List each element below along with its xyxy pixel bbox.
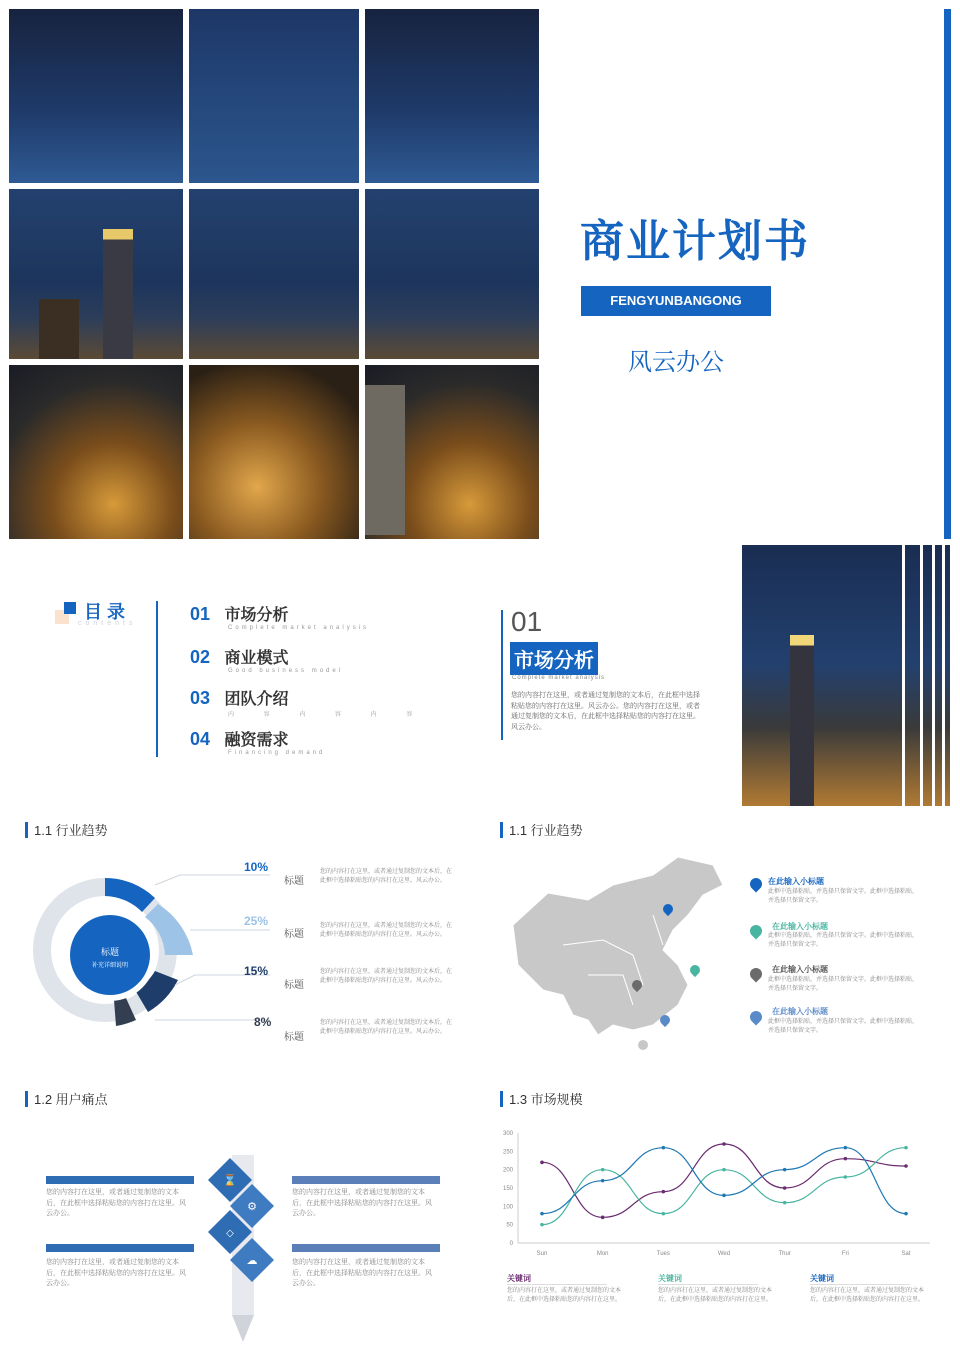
heading-bar [500, 1091, 503, 1107]
x-tick-label: Wed [717, 1251, 731, 1257]
svg-text:☁: ☁ [246, 1254, 258, 1267]
y-tick-label: 100 [502, 1204, 513, 1211]
location-pin-icon [748, 923, 765, 940]
market-heading [500, 1089, 583, 1108]
toc-item-num: 02 [190, 647, 211, 667]
x-tick-label: Sat [901, 1251, 911, 1257]
map-item-title: 在此输入小标题 [768, 877, 824, 886]
photo-tile [189, 189, 359, 359]
toc-item-sub: 内 容 内 容 内 容 [228, 712, 427, 718]
cover-subtitle-badge: FENGYUNBANGONG [581, 286, 771, 316]
trend-pct: 10% [244, 860, 269, 874]
toc-item-label: 商业模式 [224, 650, 289, 667]
toc-item-sub: Complete market analysis [228, 625, 370, 631]
section-title: 市场分析 [510, 642, 598, 675]
toc-item-label: 市场分析 [224, 607, 289, 624]
toc-item-sub: Good business model [228, 668, 344, 674]
data-point [722, 1194, 726, 1198]
toc-item-num: 01 [190, 604, 211, 624]
map-item-title: 在此输入小标题 [772, 1007, 828, 1016]
toc-divider [156, 601, 158, 757]
data-point [662, 1190, 666, 1194]
map-item-title: 在此输入小标题 [772, 922, 828, 931]
donut-center-title: 标题 [100, 947, 119, 957]
x-tick-label: Fri [841, 1251, 849, 1257]
map-item-title: 在此输入小标题 [772, 965, 828, 974]
toc-item[interactable] [190, 686, 426, 718]
x-tick-label: Tues [656, 1251, 670, 1257]
heading-text: 1.1 行业趋势 [509, 823, 583, 838]
data-point [601, 1216, 605, 1220]
toc-item[interactable] [190, 727, 325, 756]
pain-bar [46, 1176, 194, 1184]
data-point [844, 1157, 848, 1161]
toc-item-num: 04 [190, 729, 211, 749]
y-tick-label: 150 [502, 1186, 513, 1192]
trend-text: 您的内容打在这里，或者通过复制您的文本后，在此框中选择粘贴您的内容打在这里。风云办公。 [320, 969, 453, 984]
trend-label: 标题 [284, 1032, 304, 1043]
data-point [540, 1161, 544, 1165]
heading-bar [25, 1091, 28, 1107]
keyword-text: 您的内容打在这里，或者通过复制您的文本后，在此框中选择粘贴您的内容打在这里。 [658, 1288, 773, 1303]
data-point [904, 1212, 908, 1216]
y-tick-label: 300 [502, 1131, 513, 1137]
cover-title: 商业计划书 [580, 216, 810, 267]
keyword-text: 您的内容打在这里，或者通过复制您的文本后，在此框中选择粘贴您的内容打在这里。 [507, 1288, 622, 1303]
data-point [844, 1146, 848, 1150]
pain-text: 您的内容打在这里，或者通过复制您的文本后，在此框中选择粘贴您的内容打在这里。风云办公。 [46, 1189, 186, 1217]
svg-text:◇: ◇ [226, 1228, 234, 1239]
cover-accent-bar [944, 9, 951, 539]
section-divider [501, 610, 503, 740]
location-pin-icon [748, 876, 765, 893]
toc-item[interactable] [190, 602, 369, 631]
data-point [722, 1168, 726, 1172]
photo-tile [9, 365, 183, 539]
pencil-graphic [200, 1150, 290, 1345]
cover-brand: 风云办公 [628, 348, 724, 376]
svg-text:⌛: ⌛ [223, 1174, 237, 1187]
toc-item-label: 团队介绍 [224, 691, 289, 708]
map-shape [513, 857, 723, 1035]
trend-right-heading [500, 820, 583, 839]
heading-text: 1.2 用户痛点 [34, 1092, 108, 1107]
x-tick-label: Sun [536, 1251, 548, 1257]
trend-text: 您的内容打在这里，或者通过复制您的文本后，在此框中选择粘贴您的内容打在这里。风云办公。 [320, 1020, 453, 1035]
data-point [662, 1146, 666, 1150]
photo-tile [189, 365, 359, 539]
y-tick-label: 50 [506, 1222, 513, 1229]
pain-bar [292, 1176, 440, 1184]
data-point [722, 1142, 726, 1146]
map-item-text: 此框中选择粘贴，并选择只保留文字。此框中选择粘贴，并选择只保留文字。 [768, 1019, 919, 1034]
photo-tile [9, 189, 183, 359]
section-subtitle: Complete market analysis [512, 675, 606, 681]
keyword-divider [658, 1284, 758, 1285]
market-line-chart [490, 1125, 940, 1260]
section-body: 您的内容打在这里，或者通过复制您的文本后，在此框中选择粘贴您的内容打在这里。风云办公。您的内容打在这里，或者通过复制您的文本后，在此框中选择粘贴您的内容打在这里。风云办公。 [511, 692, 700, 731]
data-point [601, 1179, 605, 1183]
donut-center-sub: 补充详细说明 [91, 963, 128, 969]
heading-text: 1.3 市场规模 [509, 1092, 583, 1107]
data-point [904, 1164, 908, 1168]
toc-item[interactable] [190, 645, 343, 674]
pain-text: 您的内容打在这里，或者通过复制您的文本后，在此框中选择粘贴您的内容打在这里。风云办公。 [46, 1259, 186, 1287]
keyword-divider [507, 1284, 607, 1285]
trend-label: 标题 [284, 929, 304, 940]
trend-pct: 15% [244, 964, 269, 978]
data-point [844, 1175, 848, 1179]
photo-tile [9, 9, 183, 183]
x-tick-label: Mon [596, 1251, 609, 1257]
toc-item-label: 融资需求 [224, 732, 289, 749]
x-tick-label: Thur [778, 1251, 791, 1257]
china-map [503, 855, 728, 1050]
toc-item-num: 03 [190, 688, 211, 708]
pain-text: 您的内容打在这里，或者通过复制您的文本后，在此框中选择粘贴您的内容打在这里。风云办公。 [292, 1189, 432, 1217]
pain-text: 您的内容打在这里，或者通过复制您的文本后，在此框中选择粘贴您的内容打在这里。风云办公。 [292, 1259, 432, 1287]
leader-lines [150, 870, 280, 1030]
heading-text: 1.1 行业趋势 [34, 823, 108, 838]
svg-text:⚙: ⚙ [247, 1200, 257, 1213]
data-point [601, 1168, 605, 1172]
y-tick-label: 200 [502, 1167, 513, 1174]
data-point [662, 1212, 666, 1216]
map-item-text: 此框中选择粘贴，并选择只保留文字。此框中选择粘贴，并选择只保留文字。 [768, 933, 919, 948]
photo-tile [365, 9, 539, 183]
heading-bar [25, 822, 28, 838]
y-tick-label: 250 [502, 1149, 513, 1156]
data-point [783, 1168, 787, 1172]
trend-label: 标题 [284, 876, 304, 887]
photo-tile [365, 189, 539, 359]
section-number: 01 [511, 606, 543, 637]
map-item-text: 此框中选择粘贴，并选择只保留文字。此框中选择粘贴，并选择只保留文字。 [768, 977, 919, 992]
trend-text: 您的内容打在这里，或者通过复制您的文本后，在此框中选择粘贴您的内容打在这里。风云办公。 [320, 923, 453, 938]
keyword-title: 关键词 [810, 1274, 834, 1283]
data-point [783, 1201, 787, 1205]
trend-left-heading [25, 820, 108, 839]
keyword-text: 您的内容打在这里，或者通过复制您的文本后，在此框中选择粘贴您的内容打在这里。 [810, 1288, 925, 1303]
section-photo [742, 545, 950, 806]
toc-heading-en: contents [78, 620, 137, 627]
series-line [542, 1148, 906, 1214]
pain-heading [25, 1089, 108, 1108]
pain-bar [46, 1244, 194, 1252]
data-point [783, 1186, 787, 1190]
trend-pct: 8% [254, 1015, 272, 1029]
keyword-divider [810, 1284, 910, 1285]
trend-label: 标题 [284, 980, 304, 991]
pain-bar [292, 1244, 440, 1252]
location-pin-icon [748, 966, 765, 983]
map-item-text: 此框中选择粘贴，并选择只保留文字。此框中选择粘贴，并选择只保留文字。 [768, 889, 919, 904]
data-point [540, 1212, 544, 1216]
toc-item-sub: Financing demand [228, 750, 326, 756]
location-pin-icon [748, 1009, 765, 1026]
trend-pct: 25% [244, 914, 269, 928]
keyword-title: 关键词 [658, 1274, 682, 1283]
photo-tile [365, 365, 539, 539]
trend-text: 您的内容打在这里，或者通过复制您的文本后，在此框中选择粘贴您的内容打在这里。风云办公。 [320, 869, 453, 884]
toc-deco-square [64, 602, 76, 614]
data-point [540, 1223, 544, 1227]
toc-heading: 目 录 [84, 602, 126, 622]
data-point [904, 1146, 908, 1150]
y-tick-label: 0 [509, 1241, 513, 1247]
photo-tile [189, 9, 359, 183]
heading-bar [500, 822, 503, 838]
keyword-title: 关键词 [507, 1274, 531, 1283]
